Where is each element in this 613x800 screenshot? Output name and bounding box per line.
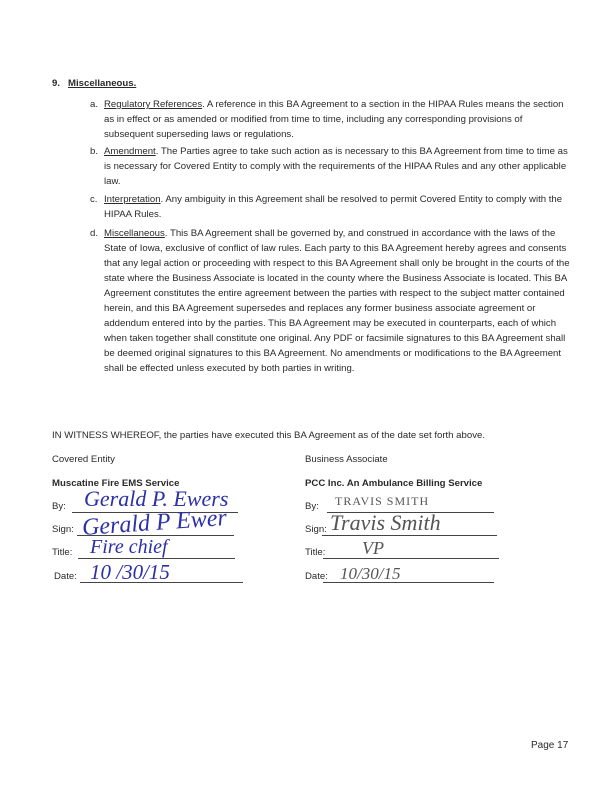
right-by-handwriting: TRAVIS SMITH: [335, 494, 430, 508]
list-item: [90, 97, 570, 142]
left-by-label: By:: [52, 501, 66, 512]
right-date-label: Date:: [305, 571, 328, 582]
section-number: 9.: [52, 78, 61, 89]
item-title: Amendment: [104, 146, 156, 157]
item-letter: a.: [90, 99, 99, 110]
list-item: [90, 192, 570, 222]
right-by-label: By:: [305, 501, 319, 512]
item-text: . A reference in this BA Agreement to a section in the HIPAA Rules means the section as in effect or as amended or modified from time to time, including any corresponding provisions of subsequent superseding laws or regulations.: [104, 99, 564, 140]
list-item: [90, 226, 570, 376]
right-signature: Travis Smith: [330, 510, 441, 535]
left-title-label: Title:: [52, 547, 73, 558]
right-title-line: [323, 558, 499, 559]
right-title-handwriting: VP: [362, 538, 384, 558]
right-date-handwriting: 10/30/15: [340, 564, 401, 583]
left-title-handwriting: Fire chief: [90, 536, 168, 558]
right-role: Business Associate: [305, 454, 388, 465]
right-sign-label: Sign:: [305, 524, 327, 535]
right-title-label: Title:: [305, 547, 326, 558]
item-text: . This BA Agreement shall be governed by, and construed in accordance with the laws of the State of Iowa, exclusive of conflict of law rules. Each party to this BA Agreement hereby agrees and consents that any legal action or proceeding with respect to this BA Agreement shall only be brought in the courts of the state where the Business Associate is located in the county where the Business Associate is located. This BA Agreement constitutes the entire agreement between the parties with respect to the subject matter contained herein, and this BA Agreement supersedes and replaces any former business associate agreement or addendum entered into by the parties. This BA Agreement may be executed in counterparts, each of which when taken together shall constitute one original. Any PDF or facsimile signatures to this BA Agreement shall be deemed original signatures to this BA Agreement. No amendments or modifications to the BA Agreement shall be effected unless executed by both parties in writing.: [104, 228, 570, 374]
left-date-label: Date:: [54, 571, 77, 582]
item-text: . Any ambiguity in this Agreement shall be resolved to permit Covered Entity to comply with the HIPAA Rules.: [104, 194, 563, 220]
item-title: Miscellaneous: [104, 228, 165, 239]
item-letter: d.: [90, 228, 99, 239]
list-item: [90, 144, 570, 189]
left-date-handwriting: 10 /30/15: [90, 560, 170, 584]
section-title: Miscellaneous.: [68, 78, 137, 89]
item-letter: c.: [90, 194, 98, 205]
right-org: PCC Inc. An Ambulance Billing Service: [305, 478, 483, 489]
page-number: Page 17: [531, 740, 569, 751]
left-org: Muscatine Fire EMS Service: [52, 478, 180, 489]
item-title: Interpretation: [104, 194, 161, 205]
item-letter: b.: [90, 146, 99, 157]
item-text: . The Parties agree to take such action as is necessary to this BA Agreement from time to time as is necessary for Covered Entity to comply with the requirements of the HIPAA Rules and any other applicable law.: [104, 146, 568, 187]
left-by-handwriting: Gerald P. Ewers: [84, 486, 229, 511]
left-sign-label: Sign:: [52, 524, 74, 535]
witness-statement: IN WITNESS WHEREOF, the parties have executed this BA Agreement as of the date set forth above.: [52, 430, 485, 441]
left-signature: Gerald P Ewer: [81, 504, 228, 542]
section-heading: [52, 78, 136, 89]
item-title: Regulatory References: [104, 99, 203, 110]
left-role: Covered Entity: [52, 454, 115, 465]
